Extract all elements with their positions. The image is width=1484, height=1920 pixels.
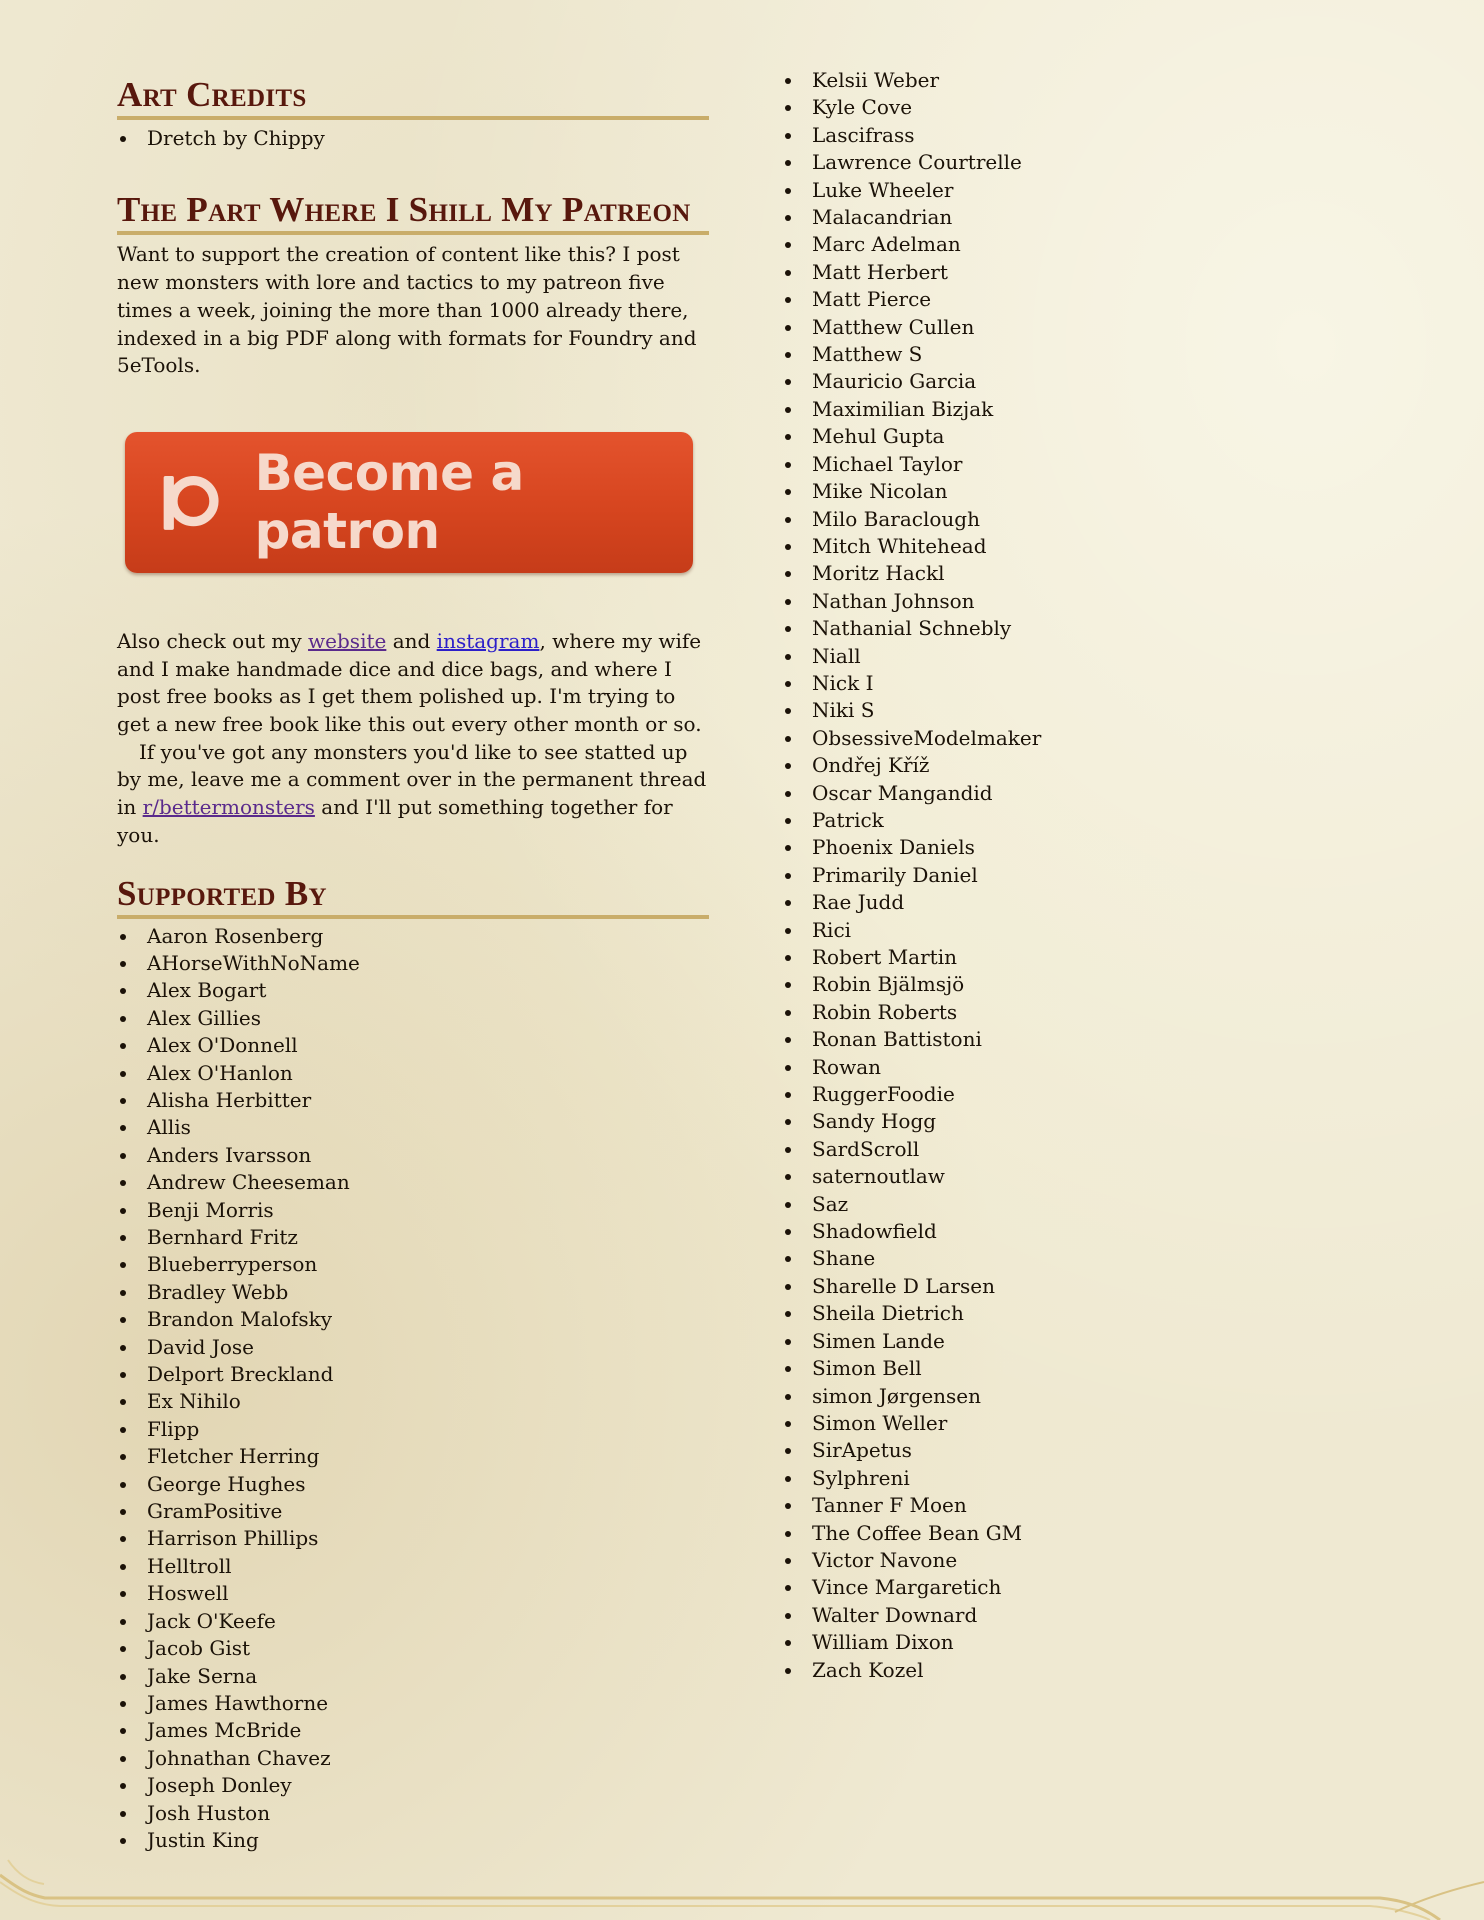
list-item: Matt Pierce: [782, 286, 1402, 313]
list-item: Kelsii Weber: [782, 67, 1402, 94]
list-item: Josh Huston: [117, 1800, 709, 1827]
instagram-link[interactable]: instagram: [436, 628, 540, 653]
become-patron-button[interactable]: [125, 432, 693, 573]
request-text-1: If you've got any monsters you'd like to see statted up by me, leave me a comment over in the permanent thread in: [117, 739, 707, 820]
list-item: Shane: [782, 1245, 1402, 1272]
list-item: Helltroll: [117, 1553, 709, 1580]
list-item: Phoenix Daniels: [782, 834, 1402, 861]
list-item: Lascifrass: [782, 122, 1402, 149]
list-item: Hoswell: [117, 1580, 709, 1607]
list-item: Milo Baraclough: [782, 506, 1402, 533]
list-item: AHorseWithNoName: [117, 950, 709, 977]
list-item: Delport Breckland: [117, 1361, 709, 1388]
list-item: Walter Downard: [782, 1602, 1402, 1629]
also-text-3: , where my wife and I make handmade dice and dice bags, and where I post free books as I get them polished up. I'm trying to get a new free book like this out every other month or so.: [117, 628, 702, 737]
list-item: Robert Martin: [782, 944, 1402, 971]
also-text-1: Also check out my: [117, 628, 309, 653]
list-item: Sheila Dietrich: [782, 1300, 1402, 1327]
art-credits-list: [117, 125, 709, 152]
list-item: Mitch Whitehead: [782, 533, 1402, 560]
list-item: Blueberryperson: [117, 1251, 709, 1278]
list-item: Jacob Gist: [117, 1635, 709, 1662]
list-item: Justin King: [117, 1827, 709, 1854]
list-item: Nathan Johnson: [782, 588, 1402, 615]
list-item: Alex O'Hanlon: [117, 1060, 709, 1087]
list-item: Jack O'Keefe: [117, 1608, 709, 1635]
list-item: Maximilian Bizjak: [782, 396, 1402, 423]
list-item: Patrick: [782, 807, 1402, 834]
list-item: Brandon Malofsky: [117, 1306, 709, 1333]
list-item: Michael Taylor: [782, 451, 1402, 478]
list-item: Tanner F Moen: [782, 1492, 1402, 1519]
list-item: Nick I: [782, 670, 1402, 697]
left-column: [117, 0, 709, 1854]
list-item: Bernhard Fritz: [117, 1224, 709, 1251]
list-item: Joseph Donley: [117, 1772, 709, 1799]
bettermonsters-link[interactable]: r/bettermonsters: [142, 795, 315, 820]
list-item: George Hughes: [117, 1471, 709, 1498]
list-item: Oscar Mangandid: [782, 780, 1402, 807]
list-item: Nathanial Schnebly: [782, 615, 1402, 642]
request-paragraph: [117, 739, 709, 850]
list-item: The Coffee Bean GM: [782, 1520, 1402, 1547]
list-item: Lawrence Courtrelle: [782, 149, 1402, 176]
list-item: Sharelle D Larsen: [782, 1273, 1402, 1300]
list-item: GramPositive: [117, 1498, 709, 1525]
list-item: Shadowfield: [782, 1218, 1402, 1245]
list-item: Malacandrian: [782, 204, 1402, 231]
supporters-list-left: [117, 923, 709, 1855]
list-item: Simon Weller: [782, 1410, 1402, 1437]
list-item: Simen Lande: [782, 1328, 1402, 1355]
list-item: Alex O'Donnell: [117, 1032, 709, 1059]
patreon-logo-icon: [159, 468, 219, 536]
list-item: Allis: [117, 1114, 709, 1141]
list-item: SardScroll: [782, 1136, 1402, 1163]
list-item: Matthew S: [782, 341, 1402, 368]
list-item: Zach Kozel: [782, 1657, 1402, 1684]
list-item: Rici: [782, 917, 1402, 944]
list-item: Ondřej Kříž: [782, 752, 1402, 779]
list-item: Rowan: [782, 1054, 1402, 1081]
list-item: Andrew Cheeseman: [117, 1169, 709, 1196]
list-item: Dretch by Chippy: [117, 125, 709, 152]
supporters-list-right: [782, 67, 1402, 1684]
list-item: RuggerFoodie: [782, 1081, 1402, 1108]
list-item: Alex Gillies: [117, 1005, 709, 1032]
list-item: Simon Bell: [782, 1355, 1402, 1382]
list-item: Mike Nicolan: [782, 478, 1402, 505]
supported-by-heading: Supported By: [117, 875, 709, 919]
list-item: Niall: [782, 643, 1402, 670]
become-patron-label: Become a patron: [254, 444, 524, 561]
list-item: Kyle Cove: [782, 94, 1402, 121]
list-item: Fletcher Herring: [117, 1443, 709, 1470]
list-item: SirApetus: [782, 1437, 1402, 1464]
also-check-paragraph: [117, 628, 709, 739]
patreon-heading: The Part Where I Shill My Patreon: [117, 191, 709, 235]
list-item: Matt Herbert: [782, 259, 1402, 286]
list-item: Vince Margaretich: [782, 1574, 1402, 1601]
list-item: Bradley Webb: [117, 1279, 709, 1306]
list-item: Robin Roberts: [782, 999, 1402, 1026]
list-item: saternoutlaw: [782, 1163, 1402, 1190]
list-item: simon Jørgensen: [782, 1383, 1402, 1410]
list-item: Luke Wheeler: [782, 177, 1402, 204]
list-item: Johnathan Chavez: [117, 1745, 709, 1772]
list-item: Jake Serna: [117, 1663, 709, 1690]
list-item: Alisha Herbitter: [117, 1087, 709, 1114]
list-item: Benji Morris: [117, 1197, 709, 1224]
list-item: Aaron Rosenberg: [117, 923, 709, 950]
list-item: Anders Ivarsson: [117, 1142, 709, 1169]
list-item: William Dixon: [782, 1629, 1402, 1656]
list-item: Ex Nihilo: [117, 1388, 709, 1415]
list-item: Mehul Gupta: [782, 423, 1402, 450]
list-item: Marc Adelman: [782, 231, 1402, 258]
list-item: Mauricio Garcia: [782, 368, 1402, 395]
list-item: Ronan Battistoni: [782, 1026, 1402, 1053]
list-item: Matthew Cullen: [782, 314, 1402, 341]
patreon-paragraph: Want to support the creation of content like this? I post new monsters with lore and tactics to my patreon five times a week, joining the more than 1000 already there, indexed in a big PDF along with formats for Foundry and 5eTools.: [117, 242, 697, 378]
list-item: Victor Navone: [782, 1547, 1402, 1574]
list-item: ObsessiveModelmaker: [782, 725, 1402, 752]
list-item: Primarily Daniel: [782, 862, 1402, 889]
list-item: Sylphreni: [782, 1465, 1402, 1492]
website-link[interactable]: website: [308, 628, 387, 653]
list-item: Harrison Phillips: [117, 1525, 709, 1552]
list-item: James Hawthorne: [117, 1690, 709, 1717]
list-item: Robin Bjälmsjö: [782, 971, 1402, 998]
right-column: [782, 0, 1402, 1684]
also-text-2: and: [386, 628, 437, 653]
list-item: James McBride: [117, 1717, 709, 1744]
request-text-2: and I'll put something together for you.: [117, 795, 673, 847]
list-item: Moritz Hackl: [782, 560, 1402, 587]
list-item: Rae Judd: [782, 889, 1402, 916]
list-item: Sandy Hogg: [782, 1108, 1402, 1135]
list-item: Alex Bogart: [117, 977, 709, 1004]
list-item: Niki S: [782, 697, 1402, 724]
list-item: David Jose: [117, 1334, 709, 1361]
footer-ornament: [0, 1820, 1484, 1920]
list-item: Flipp: [117, 1416, 709, 1443]
art-credits-heading: Art Credits: [117, 76, 709, 120]
list-item: Saz: [782, 1191, 1402, 1218]
